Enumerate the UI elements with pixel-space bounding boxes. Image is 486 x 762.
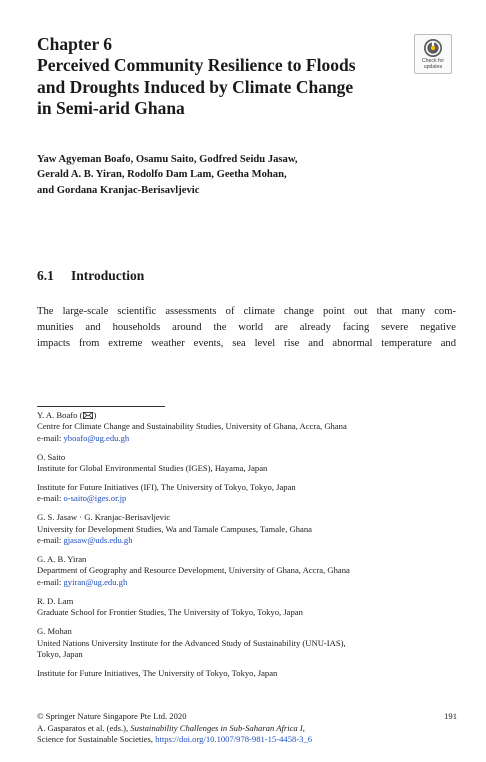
chapter-title-line: and Droughts Induced by Climate Change <box>37 76 354 97</box>
body-line: The large-scale scientific assessments of climate change point out that many com- <box>37 306 456 317</box>
affiliation-entry <box>37 626 457 660</box>
body-line: impacts from extreme weather events, sea level rise and abnormal temperature and <box>37 338 456 349</box>
chapter-title <box>37 55 417 120</box>
email-label: e-mail: <box>37 493 64 504</box>
chapter-title-line: in Semi-arid Ghana <box>37 98 185 118</box>
affiliation-name: G. Mohan <box>37 626 72 637</box>
book-title: Sustainability Challenges in Sub-Saharan Africa I <box>130 722 303 733</box>
body-line: munities and households around the world are already facing severe negative <box>37 322 456 333</box>
author-line: Gerald A. B. Yiran, Rodolfo Dam Lam, Geetha Mohan, <box>37 169 287 181</box>
affiliation-institution: Tokyo, Japan <box>37 648 83 659</box>
section-title: Introduction <box>71 268 145 283</box>
affiliation-name: G. A. B. Yiran <box>37 554 87 565</box>
check-for-updates-icon <box>423 38 443 58</box>
affiliation-name: Y. A. Boafo <box>37 410 78 420</box>
affiliation-name: O. Saito <box>37 451 66 462</box>
affiliation-entry: Y. A. Boafo ( ) Centre for Climate Change and Sustainability Studies, University of Ghana, Accra, Ghana e-mail: yboafo@ug.edu.gh <box>37 410 457 444</box>
affiliation-institution: Graduate School for Frontier Studies, The University of Tokyo, Tokyo, Japan <box>37 607 303 618</box>
affiliation-entry <box>37 512 457 546</box>
chapter-title-line: Perceived Community Resilience to Floods <box>37 55 356 75</box>
chapter-label: Chapter 6 <box>37 34 113 54</box>
citation-editors: A. Gasparatos et al. (eds.), <box>37 722 131 733</box>
email-link[interactable]: o-saito@iges.or.jp <box>63 493 127 504</box>
affiliation-name: G. S. Jasaw · G. Kranjac-Berisavljevic <box>37 512 171 523</box>
page-number: 191 <box>444 711 457 721</box>
email-label: e-mail: <box>37 535 64 546</box>
section-number: 6.1 <box>37 268 54 283</box>
affiliation-institution: Department of Geography and Resource Development, University of Ghana, Accra, Ghana <box>37 565 350 576</box>
author-line: and Gordana Kranjac-Berisavljevic <box>37 184 200 196</box>
affiliation-entry <box>37 596 457 619</box>
badge-text: Check for updates <box>421 58 445 70</box>
affiliation-entry <box>37 482 457 505</box>
email-link[interactable]: gyiran@ug.edu.gh <box>63 576 128 587</box>
affiliation-name: R. D. Lam <box>37 595 74 606</box>
affiliation-institution: Institute for Future Initiatives, The University of Tokyo, Tokyo, Japan <box>37 667 278 678</box>
email-link[interactable]: gjasaw@uds.edu.gh <box>63 535 133 546</box>
affiliation-institution: Centre for Climate Change and Sustainability Studies, University of Ghana, Accra, Ghana <box>37 421 347 432</box>
copyright-notice: © Springer Nature Singapore Pte Ltd. 2020 <box>37 711 187 721</box>
affiliation-entry <box>37 668 457 679</box>
affiliation-entry <box>37 452 457 475</box>
author-line: Yaw Agyeman Boafo, Osamu Saito, Godfred Seidu Jasaw, <box>37 154 298 165</box>
check-for-updates-badge[interactable] <box>414 34 452 74</box>
affiliation-institution: Institute for Future Initiatives (IFI), The University of Tokyo, Tokyo, Japan <box>37 482 296 493</box>
email-link[interactable]: yboafo@ug.edu.gh <box>63 432 130 443</box>
author-list <box>37 152 457 198</box>
email-label: e-mail: <box>37 432 64 443</box>
email-label: e-mail: <box>37 576 64 587</box>
affiliation-institution: United Nations University Institute for the Advanced Study of Sustainability (UNU-IAS), <box>37 637 346 648</box>
affiliation-entry <box>37 554 457 588</box>
section-heading <box>37 268 144 284</box>
affiliation-institution: University for Development Studies, Wa and Tamale Campuses, Tamale, Ghana <box>37 523 312 534</box>
affiliations <box>37 410 457 687</box>
body-paragraph <box>37 304 456 352</box>
doi-link[interactable]: https://doi.org/10.1007/978-981-15-4458-3_6 <box>155 734 313 745</box>
series-name: Science for Sustainable Societies, <box>37 734 156 745</box>
envelope-icon <box>83 412 93 419</box>
page-footer: © Springer Nature Singapore Pte Ltd. 2020 191 A. Gasparatos et al. (eds.), Sustainability Challenges in Sub-Saharan Africa I, Science for Sustainable Societies, https://doi.org/10.1007/978-981-15-4458-3_6 <box>37 711 457 745</box>
footnote-divider <box>37 406 165 407</box>
affiliation-institution: Institute for Global Environmental Studies (IGES), Hayama, Japan <box>37 463 268 474</box>
